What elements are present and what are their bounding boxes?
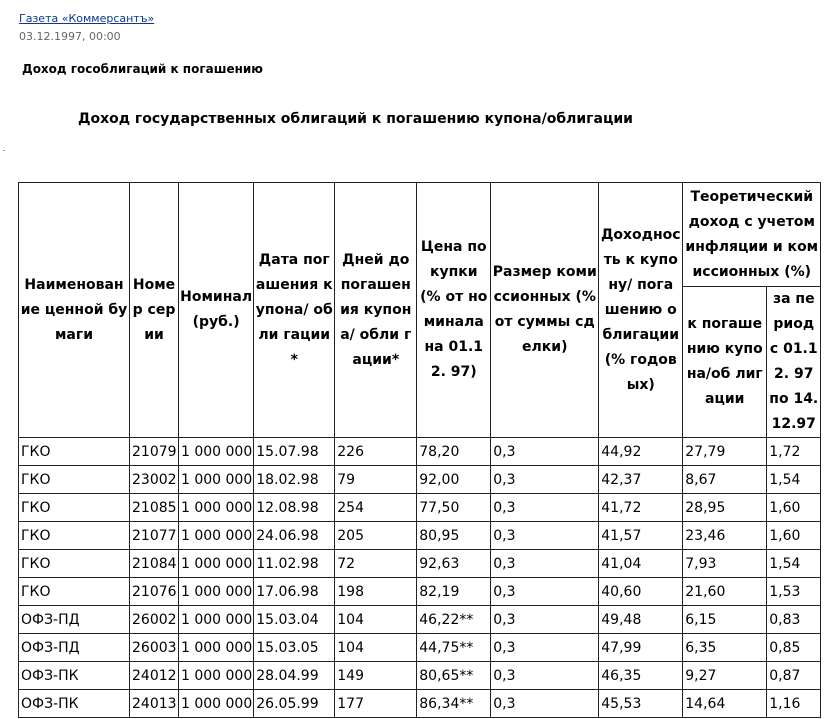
cell-to-maturity: 28,95: [683, 494, 767, 522]
table-row: [19, 662, 821, 690]
cell-days: 79: [335, 466, 417, 494]
cell-price: 44,75**: [417, 634, 491, 662]
cell-yield: 40,60: [599, 578, 683, 606]
cell-to-maturity: 14,64: [683, 690, 767, 718]
cell-name: ОФЗ-ПК: [19, 690, 130, 718]
cell-yield: 46,35: [599, 662, 683, 690]
table-row: [19, 550, 821, 578]
cell-name: ГКО: [19, 522, 130, 550]
cell-name: ГКО: [19, 466, 130, 494]
cell-period: 1,60: [767, 494, 821, 522]
table-row: [19, 634, 821, 662]
table-row: [19, 690, 821, 718]
header-theoretical: Теоретический доход с учетом инфляции и комиссионных (%): [683, 183, 821, 287]
stray-dot: [3, 150, 5, 151]
cell-maturity-date: 11.02.98: [254, 550, 335, 578]
cell-series: 21084: [130, 550, 179, 578]
cell-name: ГКО: [19, 494, 130, 522]
cell-series: 24013: [130, 690, 179, 718]
cell-period: 1,54: [767, 550, 821, 578]
cell-nominal: 1 000 000: [179, 634, 254, 662]
header-nominal: Номинал (руб.): [179, 183, 254, 438]
cell-period: 1,53: [767, 578, 821, 606]
cell-yield: 49,48: [599, 606, 683, 634]
cell-days: 254: [335, 494, 417, 522]
cell-to-maturity: 8,67: [683, 466, 767, 494]
cell-price: 82,19: [417, 578, 491, 606]
cell-name: ОФЗ-ПК: [19, 662, 130, 690]
publication-date: 03.12.1997, 00:00: [19, 30, 121, 43]
cell-period: 1,72: [767, 438, 821, 466]
header-yield: Доходность к купону/ пога шению облигации (% годовых): [599, 183, 683, 438]
table-row: [19, 606, 821, 634]
table-row: [19, 438, 821, 466]
cell-price: 80,65**: [417, 662, 491, 690]
cell-nominal: 1 000 000: [179, 662, 254, 690]
header-period: за период с 01.12. 97 по 14. 12.97: [767, 287, 821, 438]
cell-days: 104: [335, 606, 417, 634]
cell-series: 26003: [130, 634, 179, 662]
table-title: Доход государственных облигаций к погашению купона/облигации: [78, 111, 633, 127]
cell-price: 92,63: [417, 550, 491, 578]
cell-commission: 0,3: [491, 662, 599, 690]
cell-name: ОФЗ-ПД: [19, 606, 130, 634]
cell-to-maturity: 6,35: [683, 634, 767, 662]
cell-name: ГКО: [19, 578, 130, 606]
table-row: [19, 578, 821, 606]
cell-yield: 44,92: [599, 438, 683, 466]
cell-series: 26002: [130, 606, 179, 634]
cell-days: 72: [335, 550, 417, 578]
cell-price: 46,22**: [417, 606, 491, 634]
cell-nominal: 1 000 000: [179, 466, 254, 494]
cell-series: 24012: [130, 662, 179, 690]
cell-name: ГКО: [19, 550, 130, 578]
cell-nominal: 1 000 000: [179, 606, 254, 634]
header-price: Цена покупки (% от номинала на 01.12. 97): [417, 183, 491, 438]
cell-nominal: 1 000 000: [179, 438, 254, 466]
cell-commission: 0,3: [491, 634, 599, 662]
cell-nominal: 1 000 000: [179, 522, 254, 550]
bond-yield-table: [18, 182, 821, 718]
table-row: [19, 466, 821, 494]
cell-commission: 0,3: [491, 438, 599, 466]
cell-period: 1,54: [767, 466, 821, 494]
cell-days: 177: [335, 690, 417, 718]
cell-days: 104: [335, 634, 417, 662]
cell-yield: 42,37: [599, 466, 683, 494]
cell-period: 1,16: [767, 690, 821, 718]
cell-commission: 0,3: [491, 550, 599, 578]
cell-nominal: 1 000 000: [179, 690, 254, 718]
cell-commission: 0,3: [491, 494, 599, 522]
cell-yield: 41,57: [599, 522, 683, 550]
table-row: [19, 494, 821, 522]
header-name: Наименование ценной бумаги: [19, 183, 130, 438]
cell-days: 149: [335, 662, 417, 690]
cell-days: 205: [335, 522, 417, 550]
cell-name: ГКО: [19, 438, 130, 466]
cell-name: ОФЗ-ПД: [19, 634, 130, 662]
cell-price: 77,50: [417, 494, 491, 522]
cell-maturity-date: 17.06.98: [254, 578, 335, 606]
cell-series: 23002: [130, 466, 179, 494]
cell-series: 21085: [130, 494, 179, 522]
cell-nominal: 1 000 000: [179, 550, 254, 578]
cell-series: 21076: [130, 578, 179, 606]
header-commission: Размер комиссионных (% от суммы сделки): [491, 183, 599, 438]
header-days: Дней до погашения купона/ обли гации*: [335, 183, 417, 438]
table-row: [19, 522, 821, 550]
cell-period: 0,87: [767, 662, 821, 690]
cell-to-maturity: 23,46: [683, 522, 767, 550]
header-maturity-date: Дата погашения купона/ обли гации*: [254, 183, 335, 438]
cell-price: 86,34**: [417, 690, 491, 718]
cell-commission: 0,3: [491, 690, 599, 718]
cell-nominal: 1 000 000: [179, 578, 254, 606]
cell-period: 0,83: [767, 606, 821, 634]
cell-yield: 41,72: [599, 494, 683, 522]
source-link[interactable]: Газета «Коммерсантъ»: [19, 12, 155, 25]
cell-maturity-date: 12.08.98: [254, 494, 335, 522]
cell-to-maturity: 7,93: [683, 550, 767, 578]
cell-price: 92,00: [417, 466, 491, 494]
cell-commission: 0,3: [491, 522, 599, 550]
cell-to-maturity: 9,27: [683, 662, 767, 690]
cell-to-maturity: 21,60: [683, 578, 767, 606]
cell-price: 80,95: [417, 522, 491, 550]
cell-nominal: 1 000 000: [179, 494, 254, 522]
cell-to-maturity: 27,79: [683, 438, 767, 466]
cell-price: 78,20: [417, 438, 491, 466]
cell-yield: 47,99: [599, 634, 683, 662]
cell-maturity-date: 26.05.99: [254, 690, 335, 718]
cell-period: 0,85: [767, 634, 821, 662]
cell-maturity-date: 15.03.04: [254, 606, 335, 634]
cell-maturity-date: 28.04.99: [254, 662, 335, 690]
cell-maturity-date: 15.07.98: [254, 438, 335, 466]
cell-commission: 0,3: [491, 606, 599, 634]
article-headline: Доход гособлигаций к погашению: [22, 62, 263, 76]
cell-maturity-date: 18.02.98: [254, 466, 335, 494]
header-series: Номер серии: [130, 183, 179, 438]
cell-maturity-date: 15.03.05: [254, 634, 335, 662]
cell-maturity-date: 24.06.98: [254, 522, 335, 550]
cell-commission: 0,3: [491, 578, 599, 606]
cell-period: 1,60: [767, 522, 821, 550]
cell-days: 198: [335, 578, 417, 606]
cell-yield: 45,53: [599, 690, 683, 718]
cell-commission: 0,3: [491, 466, 599, 494]
cell-days: 226: [335, 438, 417, 466]
cell-to-maturity: 6,15: [683, 606, 767, 634]
cell-series: 21079: [130, 438, 179, 466]
header-to-maturity: к погашению купона/об лигации: [683, 287, 767, 438]
cell-yield: 41,04: [599, 550, 683, 578]
cell-series: 21077: [130, 522, 179, 550]
